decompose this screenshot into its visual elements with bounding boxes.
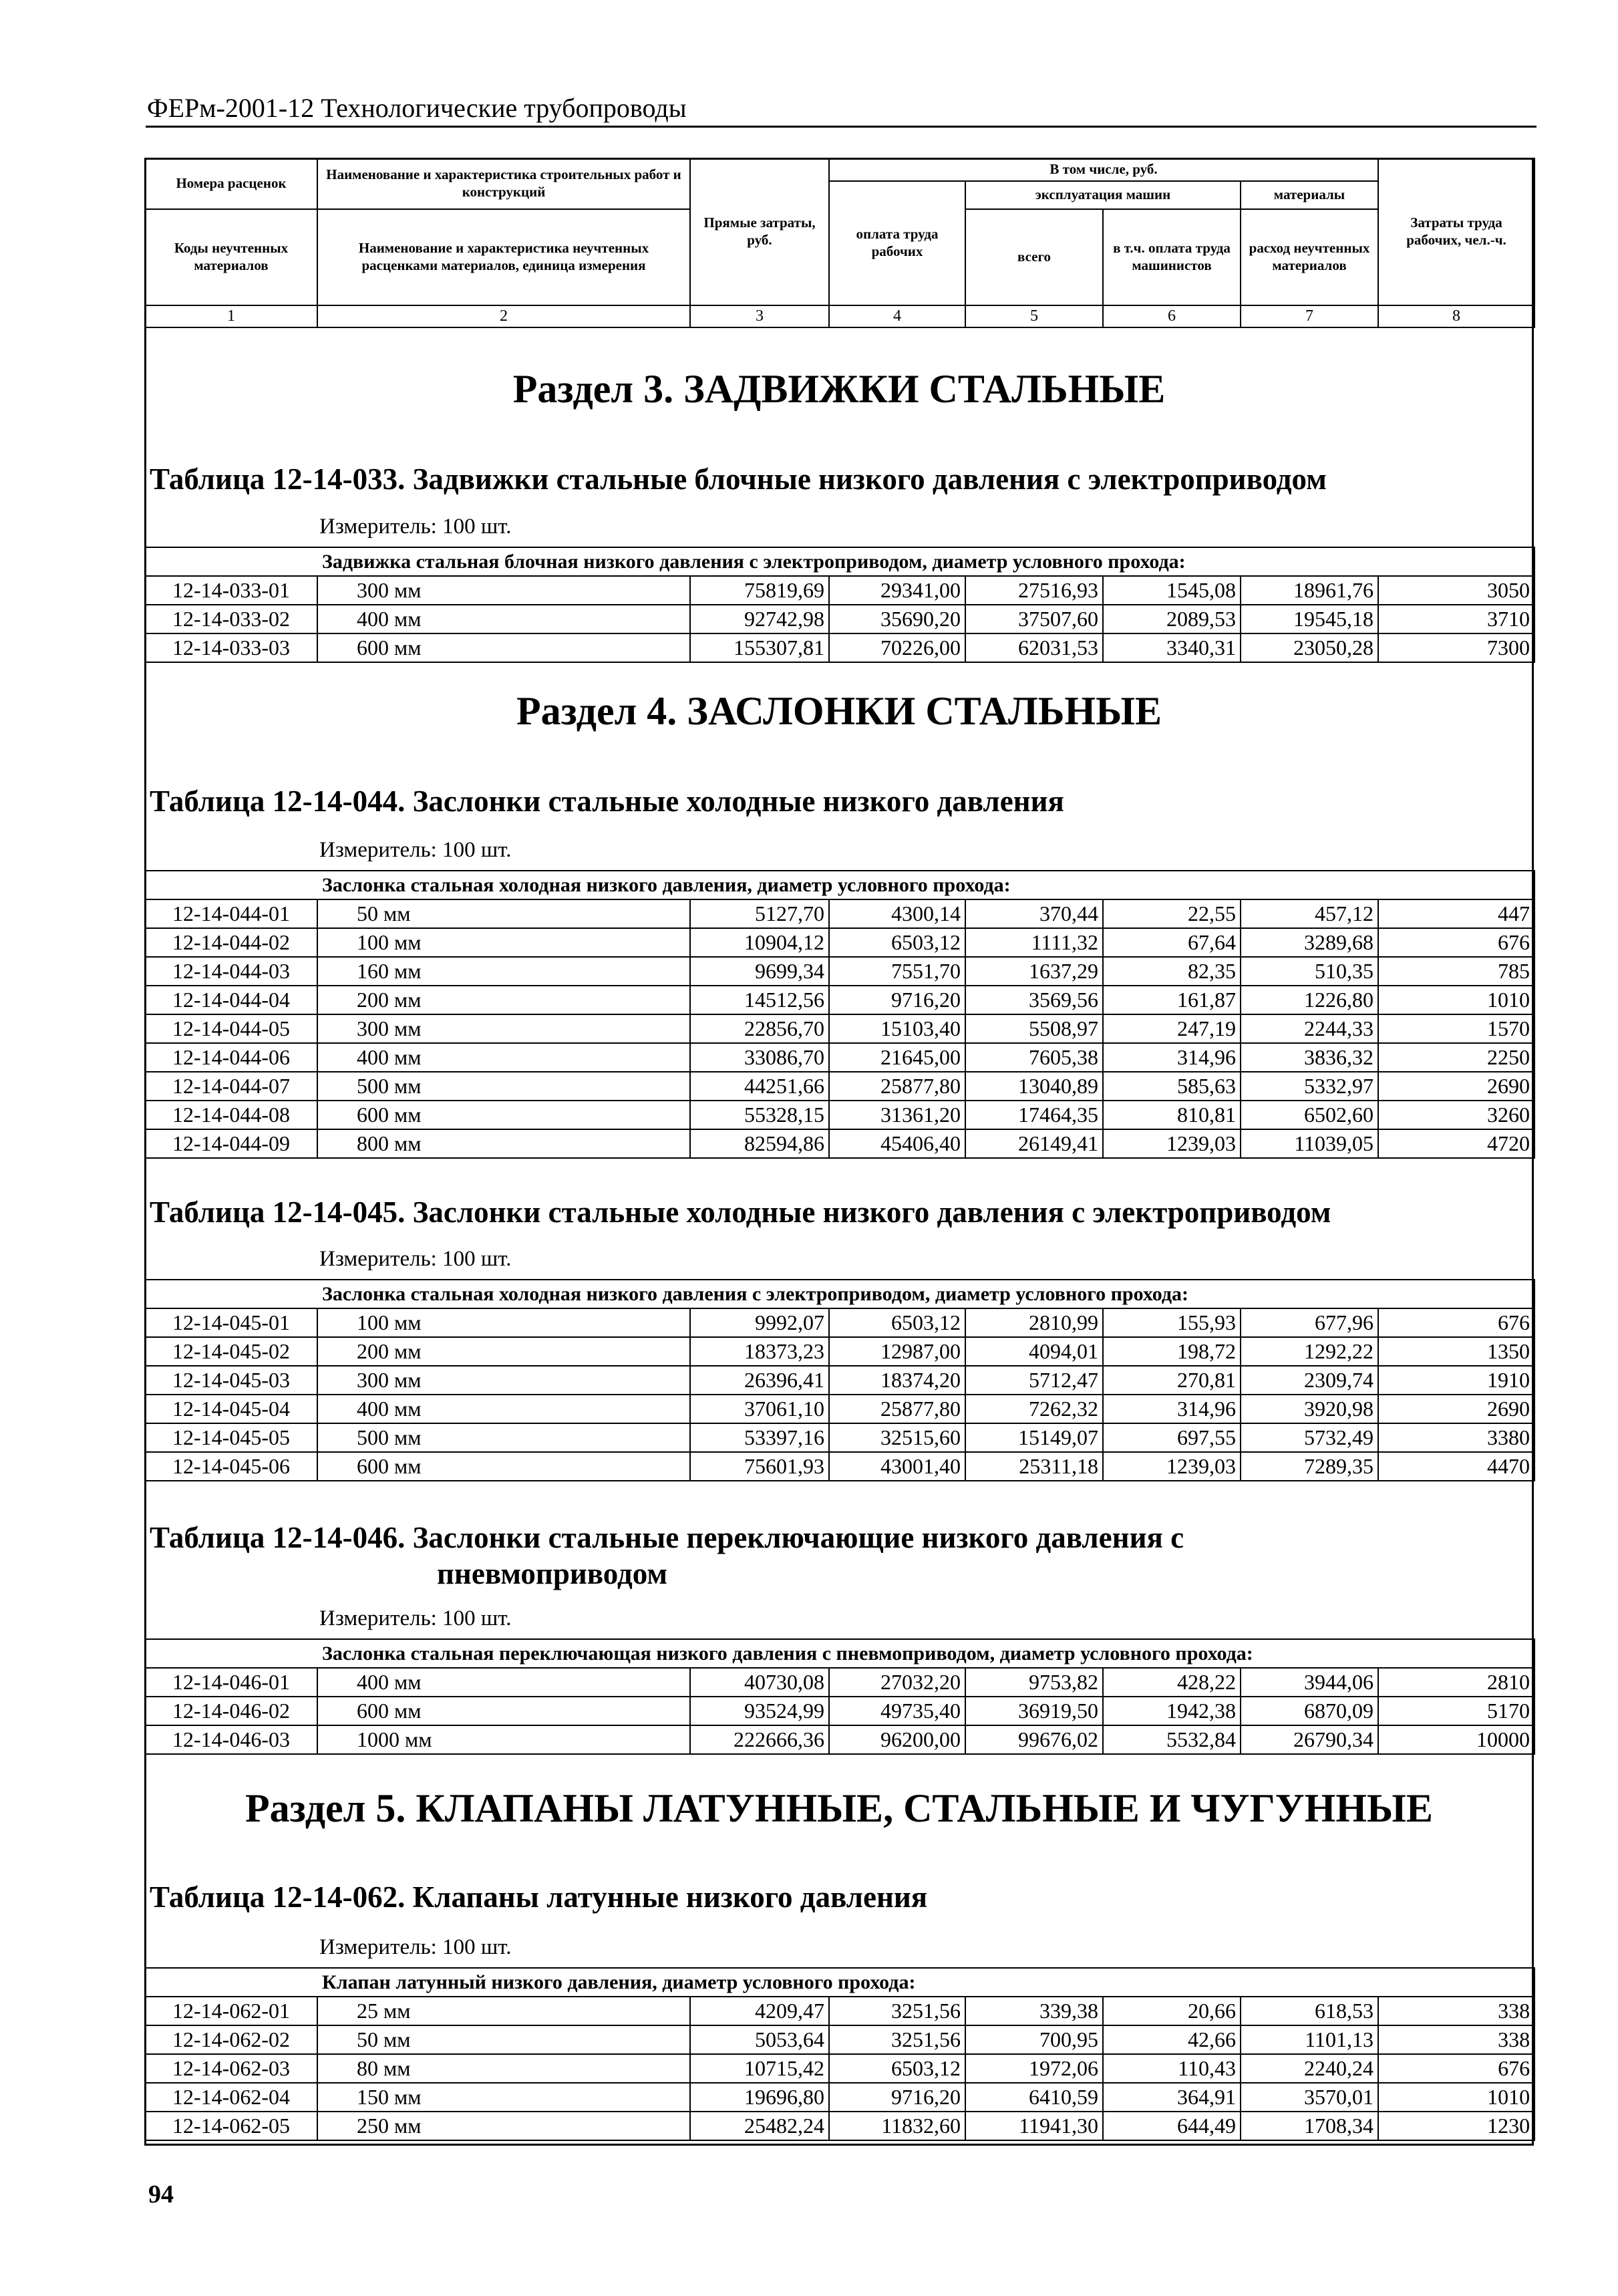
- materials-cost: 5732,49: [1241, 1423, 1378, 1452]
- table-row: [145, 2025, 1534, 2054]
- machinists-pay: 161,87: [1103, 986, 1241, 1014]
- machines-total: 25311,18: [965, 1452, 1103, 1481]
- table-row: [145, 1337, 1534, 1366]
- rate-code: 12-14-044-01: [145, 899, 317, 928]
- table-row: [145, 633, 1534, 662]
- table-row: [145, 2083, 1534, 2112]
- machines-total: 370,44: [965, 899, 1103, 928]
- rate-code: 12-14-044-09: [145, 1129, 317, 1158]
- table-row: [145, 1014, 1534, 1043]
- machinists-pay: 270,81: [1103, 1366, 1241, 1395]
- labor-hours: 5170: [1378, 1697, 1534, 1725]
- group-heading: Заслонка стальная переключающая низкого давления с пневмоприводом, диаметр условного прохода:: [145, 1639, 1534, 1668]
- workers-pay: 6503,12: [829, 1308, 965, 1337]
- machines-total: 13040,89: [965, 1072, 1103, 1101]
- column-number: 8: [1378, 305, 1534, 327]
- labor-hours: 3260: [1378, 1101, 1534, 1129]
- table-row: [145, 1668, 1534, 1697]
- materials-cost: 19545,18: [1241, 605, 1378, 633]
- nominal-diameter: 25 мм: [317, 1997, 690, 2025]
- section-title: Раздел 3. ЗАДВИЖКИ СТАЛЬНЫЕ: [512, 367, 1166, 411]
- direct-costs: 92742,98: [690, 605, 829, 633]
- machines-total: 62031,53: [965, 633, 1103, 662]
- workers-pay: 70226,00: [829, 633, 965, 662]
- header-rate-numbers: Номера расценок: [145, 158, 317, 209]
- machinists-pay: 155,93: [1103, 1308, 1241, 1337]
- machinists-pay: 3340,31: [1103, 633, 1241, 662]
- nominal-diameter: 300 мм: [317, 1366, 690, 1395]
- machines-total: 27516,93: [965, 576, 1103, 605]
- group-heading: Задвижка стальная блочная низкого давления с электроприводом, диаметр условного прохода:: [145, 547, 1534, 576]
- section-title: Раздел 4. ЗАСЛОНКИ СТАЛЬНЫЕ: [516, 689, 1162, 733]
- direct-costs: 75819,69: [690, 576, 829, 605]
- machinists-pay: 314,96: [1103, 1043, 1241, 1072]
- direct-costs: 37061,10: [690, 1395, 829, 1423]
- materials-cost: 3570,01: [1241, 2083, 1378, 2112]
- nominal-diameter: 250 мм: [317, 2112, 690, 2140]
- measure-unit: Измеритель: 100 шт.: [319, 515, 512, 539]
- group-row: [145, 1280, 1534, 1308]
- direct-costs: 55328,15: [690, 1101, 829, 1129]
- nominal-diameter: 100 мм: [317, 1308, 690, 1337]
- machinists-pay: 1545,08: [1103, 576, 1241, 605]
- machinists-pay: 20,66: [1103, 1997, 1241, 2025]
- header-unaccounted-codes: Коды неучтенных материалов: [145, 209, 317, 305]
- workers-pay: 32515,60: [829, 1423, 965, 1452]
- materials-cost: 5332,97: [1241, 1072, 1378, 1101]
- labor-hours: 10000: [1378, 1725, 1534, 1754]
- table-row: [145, 1308, 1534, 1337]
- workers-pay: 6503,12: [829, 2054, 965, 2083]
- labor-hours: 1010: [1378, 2083, 1534, 2112]
- rate-code: 12-14-062-03: [145, 2054, 317, 2083]
- workers-pay: 18374,20: [829, 1366, 965, 1395]
- nominal-diameter: 200 мм: [317, 1337, 690, 1366]
- group-heading: Заслонка стальная холодная низкого давления, диаметр условного прохода:: [145, 871, 1534, 899]
- labor-hours: 1910: [1378, 1366, 1534, 1395]
- table-row: [145, 605, 1534, 633]
- machines-total: 99676,02: [965, 1725, 1103, 1754]
- machines-total: 7262,32: [965, 1395, 1103, 1423]
- workers-pay: 27032,20: [829, 1668, 965, 1697]
- direct-costs: 53397,16: [690, 1423, 829, 1452]
- materials-cost: 18961,76: [1241, 576, 1378, 605]
- workers-pay: 4300,14: [829, 899, 965, 928]
- labor-hours: 785: [1378, 957, 1534, 986]
- document-title: ФЕРм-2001-12 Технологические трубопроводы: [147, 93, 687, 123]
- materials-cost: 510,35: [1241, 957, 1378, 986]
- workers-pay: 31361,20: [829, 1101, 965, 1129]
- direct-costs: 40730,08: [690, 1668, 829, 1697]
- materials-cost: 1226,80: [1241, 986, 1378, 1014]
- nominal-diameter: 400 мм: [317, 1395, 690, 1423]
- direct-costs: 9699,34: [690, 957, 829, 986]
- rate-code: 12-14-046-02: [145, 1697, 317, 1725]
- group-heading: Клапан латунный низкого давления, диаметр условного прохода:: [145, 1968, 1534, 1997]
- measure-unit: Измеритель: 100 шт.: [319, 1606, 512, 1630]
- materials-cost: 7289,35: [1241, 1452, 1378, 1481]
- machinists-pay: 428,22: [1103, 1668, 1241, 1697]
- rate-code: 12-14-044-05: [145, 1014, 317, 1043]
- machinists-pay: 1942,38: [1103, 1697, 1241, 1725]
- column-number: 2: [317, 305, 690, 327]
- direct-costs: 5053,64: [690, 2025, 829, 2054]
- column-number: 3: [690, 305, 829, 327]
- rates-table: [144, 1638, 1535, 1755]
- machinists-pay: 810,81: [1103, 1101, 1241, 1129]
- nominal-diameter: 160 мм: [317, 957, 690, 986]
- machinists-pay: 198,72: [1103, 1337, 1241, 1366]
- machines-total: 36919,50: [965, 1697, 1103, 1725]
- table-row: [145, 1072, 1534, 1101]
- nominal-diameter: 1000 мм: [317, 1725, 690, 1754]
- direct-costs: 10715,42: [690, 2054, 829, 2083]
- labor-hours: 1570: [1378, 1014, 1534, 1043]
- nominal-diameter: 400 мм: [317, 1043, 690, 1072]
- machines-total: 2810,99: [965, 1308, 1103, 1337]
- column-number: 5: [965, 305, 1103, 327]
- machines-total: 5712,47: [965, 1366, 1103, 1395]
- labor-hours: 676: [1378, 2054, 1534, 2083]
- column-number: 6: [1103, 305, 1241, 327]
- materials-cost: 23050,28: [1241, 633, 1378, 662]
- nominal-diameter: 600 мм: [317, 1101, 690, 1129]
- machines-total: 1111,32: [965, 928, 1103, 957]
- table-row: [145, 2054, 1534, 2083]
- nominal-diameter: 80 мм: [317, 2054, 690, 2083]
- table-row: [145, 986, 1534, 1014]
- table-title: Таблица 12-14-045. Заслонки стальные холодные низкого давления с электроприводом: [150, 1195, 1331, 1229]
- title-divider: [146, 126, 1536, 128]
- materials-cost: 3289,68: [1241, 928, 1378, 957]
- table-row: [145, 899, 1534, 928]
- direct-costs: 14512,56: [690, 986, 829, 1014]
- direct-costs: 18373,23: [690, 1337, 829, 1366]
- labor-hours: 4470: [1378, 1452, 1534, 1481]
- page-number: 94: [148, 2180, 174, 2208]
- labor-hours: 676: [1378, 928, 1534, 957]
- workers-pay: 9716,20: [829, 2083, 965, 2112]
- rate-code: 12-14-033-03: [145, 633, 317, 662]
- table-row: [145, 1395, 1534, 1423]
- direct-costs: 82594,86: [690, 1129, 829, 1158]
- rates-table: [144, 870, 1535, 1159]
- header-machinists-pay: в т.ч. оплата труда машинистов: [1103, 209, 1241, 305]
- rate-code: 12-14-044-07: [145, 1072, 317, 1101]
- materials-cost: 618,53: [1241, 1997, 1378, 2025]
- materials-cost: 2244,33: [1241, 1014, 1378, 1043]
- workers-pay: 6503,12: [829, 928, 965, 957]
- workers-pay: 9716,20: [829, 986, 965, 1014]
- rate-code: 12-14-062-01: [145, 1997, 317, 2025]
- measure-unit: Измеритель: 100 шт.: [319, 1935, 512, 1959]
- table-row: [145, 1129, 1534, 1158]
- workers-pay: 7551,70: [829, 957, 965, 986]
- table-title: Таблица 12-14-033. Задвижки стальные блочные низкого давления с электроприводом: [150, 462, 1327, 496]
- column-number: 4: [829, 305, 965, 327]
- materials-cost: 3836,32: [1241, 1043, 1378, 1072]
- direct-costs: 75601,93: [690, 1452, 829, 1481]
- machinists-pay: 1239,03: [1103, 1452, 1241, 1481]
- rates-table: [144, 1967, 1535, 2141]
- nominal-diameter: 400 мм: [317, 1668, 690, 1697]
- column-header: [144, 158, 1535, 328]
- workers-pay: 12987,00: [829, 1337, 965, 1366]
- labor-hours: 1230: [1378, 2112, 1534, 2140]
- nominal-diameter: 600 мм: [317, 1452, 690, 1481]
- rate-code: 12-14-044-03: [145, 957, 317, 986]
- table-row: [145, 957, 1534, 986]
- machines-total: 15149,07: [965, 1423, 1103, 1452]
- direct-costs: 4209,47: [690, 1997, 829, 2025]
- machinists-pay: 364,91: [1103, 2083, 1241, 2112]
- table-row: [145, 928, 1534, 957]
- direct-costs: 10904,12: [690, 928, 829, 957]
- table-title-continuation: пневмоприводом: [437, 1557, 668, 1590]
- materials-cost: 1101,13: [1241, 2025, 1378, 2054]
- direct-costs: 155307,81: [690, 633, 829, 662]
- table-title: Таблица 12-14-062. Клапаны латунные низкого давления: [150, 1880, 928, 1914]
- materials-cost: 457,12: [1241, 899, 1378, 928]
- measure-unit: Измеритель: 100 шт.: [319, 838, 512, 862]
- materials-cost: 2309,74: [1241, 1366, 1378, 1395]
- machines-total: 37507,60: [965, 605, 1103, 633]
- labor-hours: 7300: [1378, 633, 1534, 662]
- direct-costs: 93524,99: [690, 1697, 829, 1725]
- nominal-diameter: 500 мм: [317, 1072, 690, 1101]
- group-row: [145, 871, 1534, 899]
- rate-code: 12-14-044-02: [145, 928, 317, 957]
- direct-costs: 19696,80: [690, 2083, 829, 2112]
- rate-code: 12-14-033-02: [145, 605, 317, 633]
- materials-cost: 1292,22: [1241, 1337, 1378, 1366]
- table-row: [145, 1043, 1534, 1072]
- nominal-diameter: 200 мм: [317, 986, 690, 1014]
- materials-cost: 6502,60: [1241, 1101, 1378, 1129]
- machinists-pay: 110,43: [1103, 2054, 1241, 2083]
- header-machine-operation: эксплуатация машин: [965, 181, 1241, 209]
- header-in-total: В том числе, руб.: [829, 158, 1378, 181]
- workers-pay: 96200,00: [829, 1725, 965, 1754]
- rate-code: 12-14-045-03: [145, 1366, 317, 1395]
- direct-costs: 5127,70: [690, 899, 829, 928]
- header-work-name: Наименование и характеристика строительных работ и конструкций: [317, 158, 690, 209]
- machines-total: 700,95: [965, 2025, 1103, 2054]
- machines-total: 26149,41: [965, 1129, 1103, 1158]
- workers-pay: 11832,60: [829, 2112, 965, 2140]
- materials-cost: 1708,34: [1241, 2112, 1378, 2140]
- header-labor-costs: Затраты труда рабочих, чел.-ч.: [1378, 158, 1534, 305]
- table-title: [150, 1520, 1526, 1592]
- direct-costs: 9992,07: [690, 1308, 829, 1337]
- rate-code: 12-14-046-01: [145, 1668, 317, 1697]
- machines-total: 339,38: [965, 1997, 1103, 2025]
- materials-cost: 11039,05: [1241, 1129, 1378, 1158]
- machinists-pay: 82,35: [1103, 957, 1241, 986]
- group-row: [145, 1639, 1534, 1668]
- machinists-pay: 644,49: [1103, 2112, 1241, 2140]
- direct-costs: 44251,66: [690, 1072, 829, 1101]
- rate-code: 12-14-044-08: [145, 1101, 317, 1129]
- rate-code: 12-14-045-06: [145, 1452, 317, 1481]
- rate-code: 12-14-045-04: [145, 1395, 317, 1423]
- nominal-diameter: 50 мм: [317, 2025, 690, 2054]
- labor-hours: 1010: [1378, 986, 1534, 1014]
- labor-hours: 3380: [1378, 1423, 1534, 1452]
- labor-hours: 3710: [1378, 605, 1534, 633]
- nominal-diameter: 300 мм: [317, 576, 690, 605]
- table-row: [145, 576, 1534, 605]
- materials-cost: 26790,34: [1241, 1725, 1378, 1754]
- machines-total: 9753,82: [965, 1668, 1103, 1697]
- machinists-pay: 247,19: [1103, 1014, 1241, 1043]
- header-workers-pay: оплата труда рабочих: [829, 181, 965, 305]
- header-machines-total: всего: [965, 209, 1103, 305]
- table-row: [145, 1101, 1534, 1129]
- machinists-pay: 67,64: [1103, 928, 1241, 957]
- header-materials: материалы: [1241, 181, 1378, 209]
- materials-cost: 3920,98: [1241, 1395, 1378, 1423]
- header-material-consumption: расход неучтенных материалов: [1241, 209, 1378, 305]
- direct-costs: 26396,41: [690, 1366, 829, 1395]
- direct-costs: 33086,70: [690, 1043, 829, 1072]
- machinists-pay: 42,66: [1103, 2025, 1241, 2054]
- direct-costs: 222666,36: [690, 1725, 829, 1754]
- labor-hours: 3050: [1378, 576, 1534, 605]
- workers-pay: 45406,40: [829, 1129, 965, 1158]
- workers-pay: 3251,56: [829, 1997, 965, 2025]
- rate-code: 12-14-062-05: [145, 2112, 317, 2140]
- machines-total: 4094,01: [965, 1337, 1103, 1366]
- labor-hours: 2690: [1378, 1072, 1534, 1101]
- table-row: [145, 1452, 1534, 1481]
- rate-code: 12-14-045-05: [145, 1423, 317, 1452]
- group-row: [145, 1968, 1534, 1997]
- rates-table: [144, 1279, 1535, 1481]
- machinists-pay: 22,55: [1103, 899, 1241, 928]
- machines-total: 6410,59: [965, 2083, 1103, 2112]
- direct-costs: 22856,70: [690, 1014, 829, 1043]
- table-row: [145, 1725, 1534, 1754]
- machines-total: 1972,06: [965, 2054, 1103, 2083]
- nominal-diameter: 300 мм: [317, 1014, 690, 1043]
- machines-total: 17464,35: [965, 1101, 1103, 1129]
- column-number: 1: [145, 305, 317, 327]
- column-number: 7: [1241, 305, 1378, 327]
- labor-hours: 338: [1378, 1997, 1534, 2025]
- materials-cost: 677,96: [1241, 1308, 1378, 1337]
- labor-hours: 2690: [1378, 1395, 1534, 1423]
- section-title: Раздел 5. КЛАПАНЫ ЛАТУННЫЕ, СТАЛЬНЫЕ И ЧУГУННЫЕ: [245, 1786, 1433, 1830]
- nominal-diameter: 500 мм: [317, 1423, 690, 1452]
- rate-code: 12-14-033-01: [145, 576, 317, 605]
- table-row: [145, 1697, 1534, 1725]
- labor-hours: 676: [1378, 1308, 1534, 1337]
- rate-code: 12-14-046-03: [145, 1725, 317, 1754]
- workers-pay: 15103,40: [829, 1014, 965, 1043]
- rate-code: 12-14-044-04: [145, 986, 317, 1014]
- table-row: [145, 1366, 1534, 1395]
- table-row: [145, 2112, 1534, 2140]
- machines-total: 11941,30: [965, 2112, 1103, 2140]
- materials-cost: 3944,06: [1241, 1668, 1378, 1697]
- workers-pay: 43001,40: [829, 1452, 965, 1481]
- nominal-diameter: 150 мм: [317, 2083, 690, 2112]
- nominal-diameter: 800 мм: [317, 1129, 690, 1158]
- labor-hours: 1350: [1378, 1337, 1534, 1366]
- table-title-text: Таблица 12-14-046. Заслонки стальные переключающие низкого давления с: [150, 1521, 1184, 1554]
- materials-cost: 2240,24: [1241, 2054, 1378, 2083]
- rate-code: 12-14-045-02: [145, 1337, 317, 1366]
- machinists-pay: 2089,53: [1103, 605, 1241, 633]
- machines-total: 7605,38: [965, 1043, 1103, 1072]
- workers-pay: 49735,40: [829, 1697, 965, 1725]
- machinists-pay: 585,63: [1103, 1072, 1241, 1101]
- nominal-diameter: 600 мм: [317, 1697, 690, 1725]
- labor-hours: 2250: [1378, 1043, 1534, 1072]
- workers-pay: 3251,56: [829, 2025, 965, 2054]
- machines-total: 5508,97: [965, 1014, 1103, 1043]
- workers-pay: 21645,00: [829, 1043, 965, 1072]
- table-row: [145, 1997, 1534, 2025]
- header-direct-costs: Прямые затраты, руб.: [690, 158, 829, 305]
- group-heading: Заслонка стальная холодная низкого давления с электроприводом, диаметр условного прохода:: [145, 1280, 1534, 1308]
- group-row: [145, 547, 1534, 576]
- machinists-pay: 1239,03: [1103, 1129, 1241, 1158]
- direct-costs: 25482,24: [690, 2112, 829, 2140]
- header-unaccounted-materials: Наименование и характеристика неучтенных расценками материалов, единица измерения: [317, 209, 690, 305]
- rate-code: 12-14-044-06: [145, 1043, 317, 1072]
- workers-pay: 25877,80: [829, 1395, 965, 1423]
- materials-cost: 6870,09: [1241, 1697, 1378, 1725]
- labor-hours: 2810: [1378, 1668, 1534, 1697]
- rates-table: [144, 547, 1535, 663]
- nominal-diameter: 50 мм: [317, 899, 690, 928]
- rate-code: 12-14-062-04: [145, 2083, 317, 2112]
- table-row: [145, 1423, 1534, 1452]
- table-title: Таблица 12-14-044. Заслонки стальные холодные низкого давления: [150, 784, 1064, 818]
- nominal-diameter: 600 мм: [317, 633, 690, 662]
- workers-pay: 35690,20: [829, 605, 965, 633]
- measure-unit: Измеритель: 100 шт.: [319, 1247, 512, 1271]
- machinists-pay: 314,96: [1103, 1395, 1241, 1423]
- nominal-diameter: 100 мм: [317, 928, 690, 957]
- machinists-pay: 697,55: [1103, 1423, 1241, 1452]
- machines-total: 3569,56: [965, 986, 1103, 1014]
- nominal-diameter: 400 мм: [317, 605, 690, 633]
- machinists-pay: 5532,84: [1103, 1725, 1241, 1754]
- labor-hours: 4720: [1378, 1129, 1534, 1158]
- labor-hours: 447: [1378, 899, 1534, 928]
- rate-code: 12-14-045-01: [145, 1308, 317, 1337]
- workers-pay: 25877,80: [829, 1072, 965, 1101]
- labor-hours: 338: [1378, 2025, 1534, 2054]
- workers-pay: 29341,00: [829, 576, 965, 605]
- machines-total: 1637,29: [965, 957, 1103, 986]
- rate-code: 12-14-062-02: [145, 2025, 317, 2054]
